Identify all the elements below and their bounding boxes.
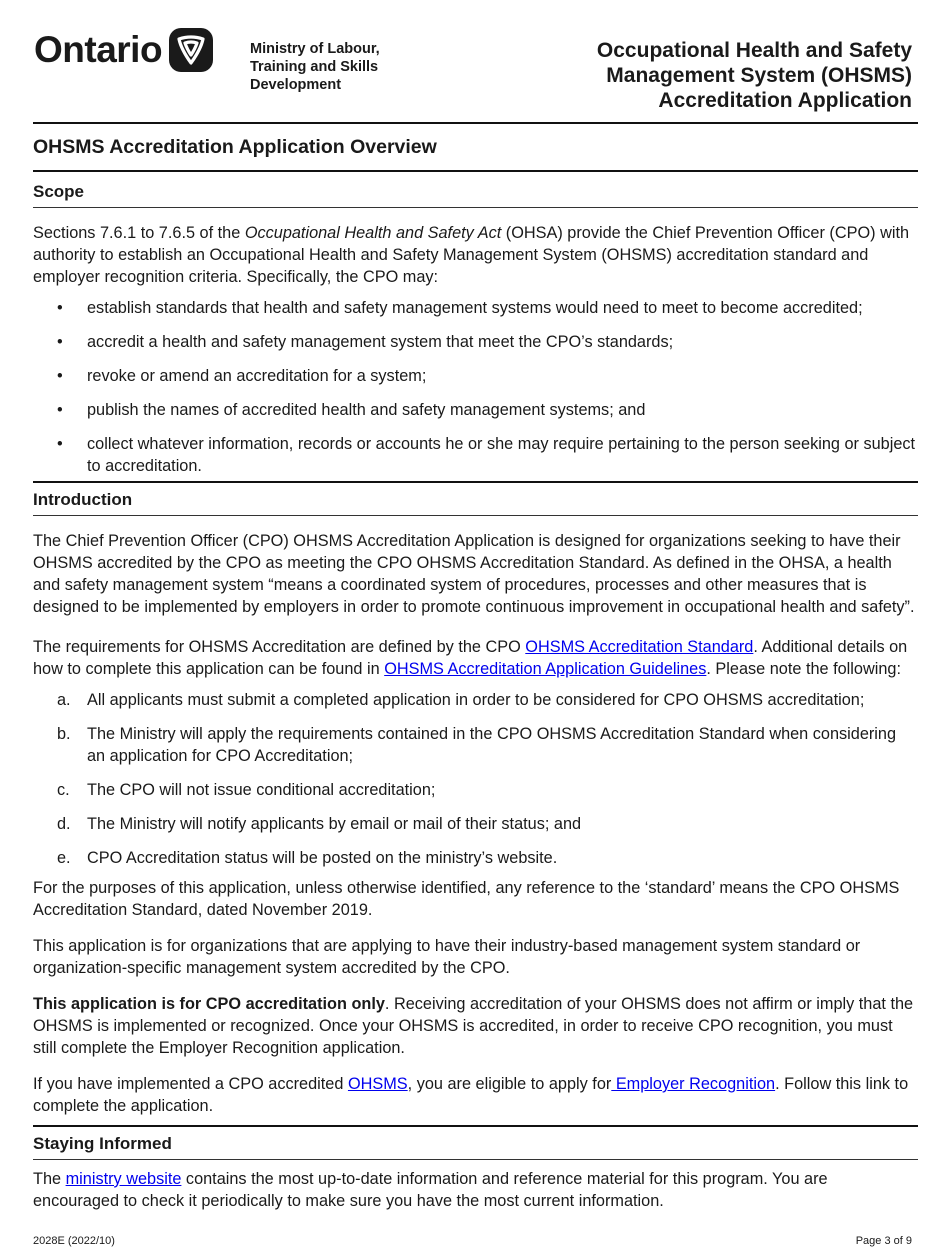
paragraph [33,1168,918,1212]
page-footer [33,1234,912,1248]
text: . Follow this link to complete the application. [33,1075,909,1115]
page-header [0,0,950,122]
document-title [472,38,912,113]
list-item [33,813,918,835]
page-title: OHSMS Accreditation Application Overview [33,136,437,158]
text: The [33,1170,66,1188]
list-marker: a. [57,691,71,709]
ministry-line: Development [250,77,342,93]
text: The Ministry will apply the requirements contained in the CPO OHSMS Accreditation Standard when considering an application for CPO Accreditation; [87,725,897,765]
ministry-line: Training and Skills [250,59,379,75]
standard-link[interactable]: OHSMS Accreditation Standard [525,638,754,656]
title-line: Occupational Health and Safety [596,39,912,62]
title-line: Management System (OHSMS) [606,64,912,87]
text: contains the most up-to-date information and reference material for this program. You are encouraged to check it periodically to make sure you have the most current information. [33,1170,828,1210]
emphasis: This application is for CPO accreditation only [33,995,385,1013]
text: If you have implemented a CPO accredited [33,1075,348,1093]
list-item [33,847,918,869]
text: . Please note the following: [706,660,901,678]
employer-recognition-link[interactable]: Employer Recognition [611,1075,776,1093]
text: (OHSA) provide the Chief Prevention Officer (CPO) with authority to establish an Occupational Health and Safety Management System (OHSMS) accreditation standard and employer recognition criteria. Specifically, the CPO may: [33,224,910,286]
list-item: • publish the names of accredited health and safety management systems; and [33,399,918,421]
list-item: • collect whatever information, records or accounts he or she may require pertaining to the person seeking or subject to accreditation. [33,433,918,477]
text: All applicants must submit a completed application in order to be considered for CPO OHSMS accreditation; [87,691,865,709]
text: . Receiving accreditation of your OHSMS does not affirm or imply that the OHSMS is implemented or recognized. Once your OHSMS is accredited, in order to receive CPO recognition, you must still complete the Employer Recognition application. [33,995,914,1057]
list-item: • revoke or amend an accreditation for a system; [33,365,918,387]
list-marker: e. [57,849,71,867]
paragraph: This application is for organizations that are applying to have their industry-based management system standard or organization-specific management system accredited by the CPO. [33,937,861,977]
trillium-icon [169,28,213,72]
list-item [33,779,918,801]
list-marker: b. [57,725,71,743]
act-title: Occupational Health and Safety Act [244,224,502,242]
text: Sections 7.6.1 to 7.6.5 of the [33,224,245,242]
requirements-list [33,689,918,869]
list-item [33,689,918,711]
list-item: • establish standards that health and safety management systems would need to meet to become accredited; [33,297,918,319]
scope-section [33,208,918,477]
text: . Additional details on how to complete this application can be found in [33,638,908,678]
document-body [33,122,918,1212]
section-heading-staying-informed: Staying Informed [33,1134,172,1153]
guidelines-link[interactable]: OHSMS Accreditation Application Guidelines [384,660,707,678]
paragraph [33,993,918,1059]
form-number: 2028E (2022/10) [33,1235,115,1247]
ministry-line: Ministry of Labour, [250,41,380,57]
paragraph: For the purposes of this application, unless otherwise identified, any reference to the ‘standard’ means the CPO OHSMS Accreditation Standard, dated November 2019. [33,879,900,919]
section-heading-scope: Scope [33,182,85,201]
list-item [33,723,918,767]
ministry-name [250,40,430,94]
scope-intro [33,222,918,288]
text: , you are eligible to apply for [407,1075,612,1093]
title-line: Accreditation Application [658,89,912,112]
introduction-section [33,516,918,1117]
list-marker: d. [57,815,71,833]
paragraph [33,1073,918,1117]
paragraph [33,636,918,680]
list-marker: c. [57,781,70,799]
logo-wordmark: Ontario [34,29,163,70]
text: The CPO will not issue conditional accreditation; [87,781,436,799]
section-heading-introduction: Introduction [33,490,133,509]
text: The requirements for OHSMS Accreditation are defined by the CPO [33,638,526,656]
text: CPO Accreditation status will be posted on the ministry’s website. [87,849,558,867]
paragraph: The Chief Prevention Officer (CPO) OHSMS Accreditation Application is designed for organizations seeking to have their OHSMS accredited by the CPO as meeting the CPO OHSMS Accreditation Standard. As defined in the OHSA, a health and safety management system “means a coordinated system of procedures, processes and other measures that is designed to be implemented by employers in order to promote continuous improvement in occupational health and safety”. [33,532,915,616]
text: The Ministry will notify applicants by email or mail of their status; and [87,815,582,833]
ohsms-link[interactable]: OHSMS [347,1075,408,1093]
ministry-website-link[interactable]: ministry website [65,1170,182,1188]
staying-informed-section [33,1160,918,1212]
ontario-logo [34,28,213,72]
list-item: • accredit a health and safety management system that meet the CPO’s standards; [33,331,918,353]
page-number: Page 3 of 9 [855,1235,912,1247]
scope-bullet-list [33,297,918,477]
